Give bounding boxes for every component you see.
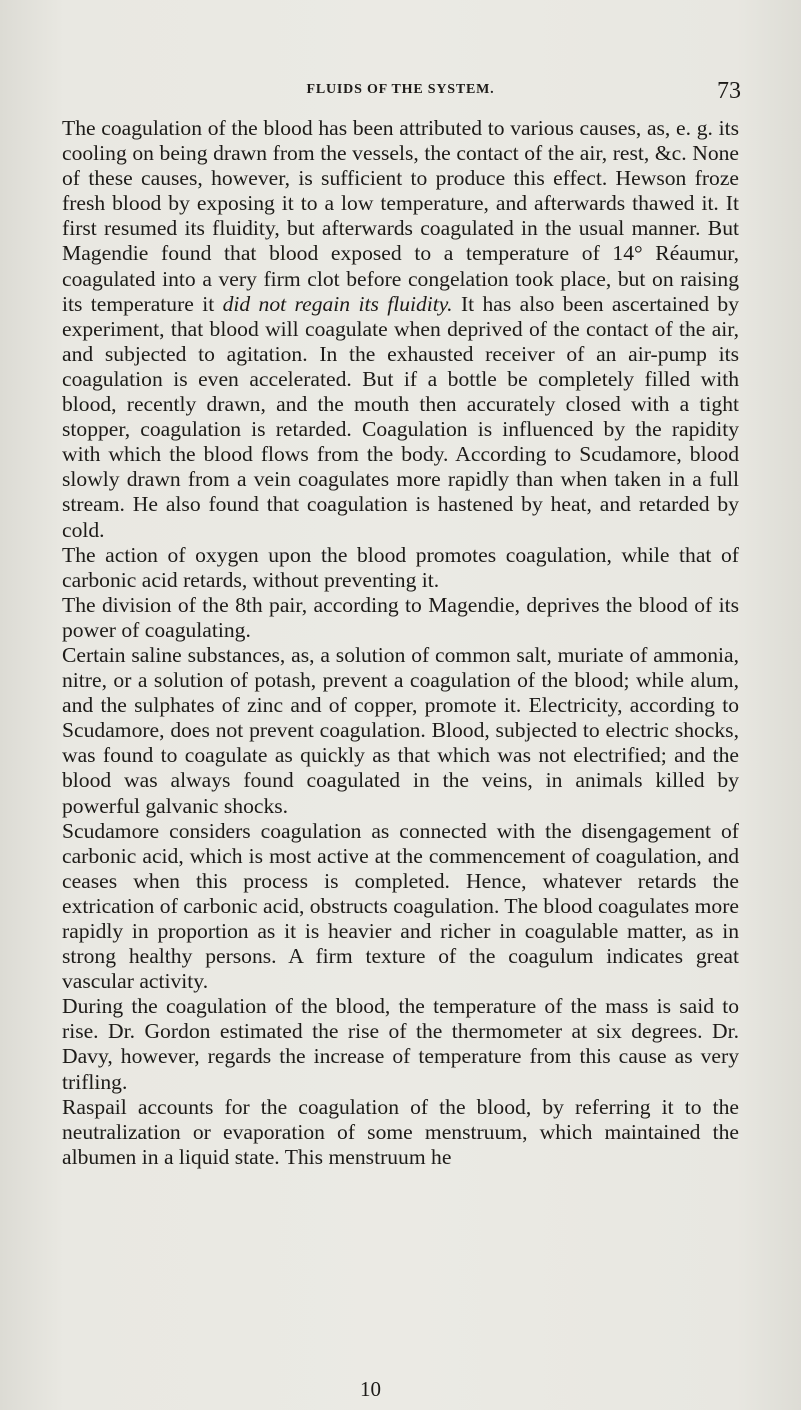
- paragraph-text: During the coagulation of the blood, the temperature of the mass is said to rise. Dr. Gordon estimated the rise of the thermometer at six degrees. Dr. Davy, however, regards the increase of temperature from this cause as very trifling.: [62, 994, 739, 1094]
- paragraph-text: It has also been ascertained by experiment, that blood will coagulate when deprived of the contact of the air, and subjected to agitation. In the exhausted receiver of an air-pump its coagulation is even accelerated. But if a bottle be completely filled with blood, recently drawn, and the mouth then accurately closed with a tight stopper, coagulation is retarded. Coagulation is influenced by the rapidity with which the blood flows from the body. According to Scudamore, blood slowly drawn from a vein coagulates more rapidly than when taken in a full stream. He also found that coagulation is hastened by heat, and retarded by cold.: [62, 291, 739, 542]
- paragraph: [62, 994, 739, 1094]
- italic-phrase: did not regain its fluidity.: [222, 291, 453, 316]
- paragraph: [62, 643, 739, 819]
- paragraph: [62, 543, 739, 593]
- signature-mark: 10: [360, 1377, 381, 1401]
- page-number: 73: [717, 78, 741, 104]
- paragraph-text: The coagulation of the blood has been attributed to various causes, as, e. g. its cooling on being drawn from the vessels, the contact of the air, rest, &c. None of these causes, however, is sufficient to produce this effect. Hewson froze fresh blood by exposing it to a low temperature, and afterwards thawed it. It first resumed its fluidity, but afterwards coagulated in the usual manner. But Magendie found that blood exposed to a temperature of 14° Réaumur, coagulated into a very firm clot before congelation took place, but on raising its temperature it: [62, 116, 739, 316]
- paragraph-text: Raspail accounts for the coagulation of the blood, by referring it to the neutralization or evaporation of some menstruum, which maintained the albumen in a liquid state. This menstruum he: [62, 1094, 739, 1169]
- paragraph-text: The action of oxygen upon the blood promotes coagulation, while that of carbonic acid retards, without preventing it.: [62, 542, 739, 592]
- running-title: FLUIDS OF THE SYSTEM.: [306, 82, 495, 97]
- page-header: [0, 78, 801, 108]
- body-text: [62, 116, 739, 1170]
- paragraph-text: Certain saline substances, as, a solution of common salt, muriate of ammonia, nitre, or a solution of potash, prevent a coagulation of the blood; while alum, and the sulphates of zinc and of copper, promote it. Electricity, according to Scudamore, does not prevent coagulation. Blood, subjected to electric shocks, was found to coagulate as quickly as that which was not electrified; and the blood was always found coagulated in the veins, in animals killed by powerful galvanic shocks.: [62, 642, 739, 818]
- paragraph-text: The division of the 8th pair, according to Magendie, deprives the blood of its power of coagulating.: [62, 592, 739, 642]
- paragraph: [62, 593, 739, 643]
- paragraph: [62, 819, 739, 995]
- paragraph-text: Scudamore considers coagulation as connected with the disengagement of carbonic acid, which is most active at the commencement of coagulation, and ceases when this process is completed. Hence, whatever retards the extrication of carbonic acid, obstructs coagulation. The blood coagulates more rapidly in proportion as it is heavier and richer in coagulable matter, as in strong healthy persons. A firm texture of the coagulum indicates great vascular activity.: [62, 818, 739, 994]
- paragraph: [62, 1095, 739, 1170]
- paragraph: [62, 116, 739, 543]
